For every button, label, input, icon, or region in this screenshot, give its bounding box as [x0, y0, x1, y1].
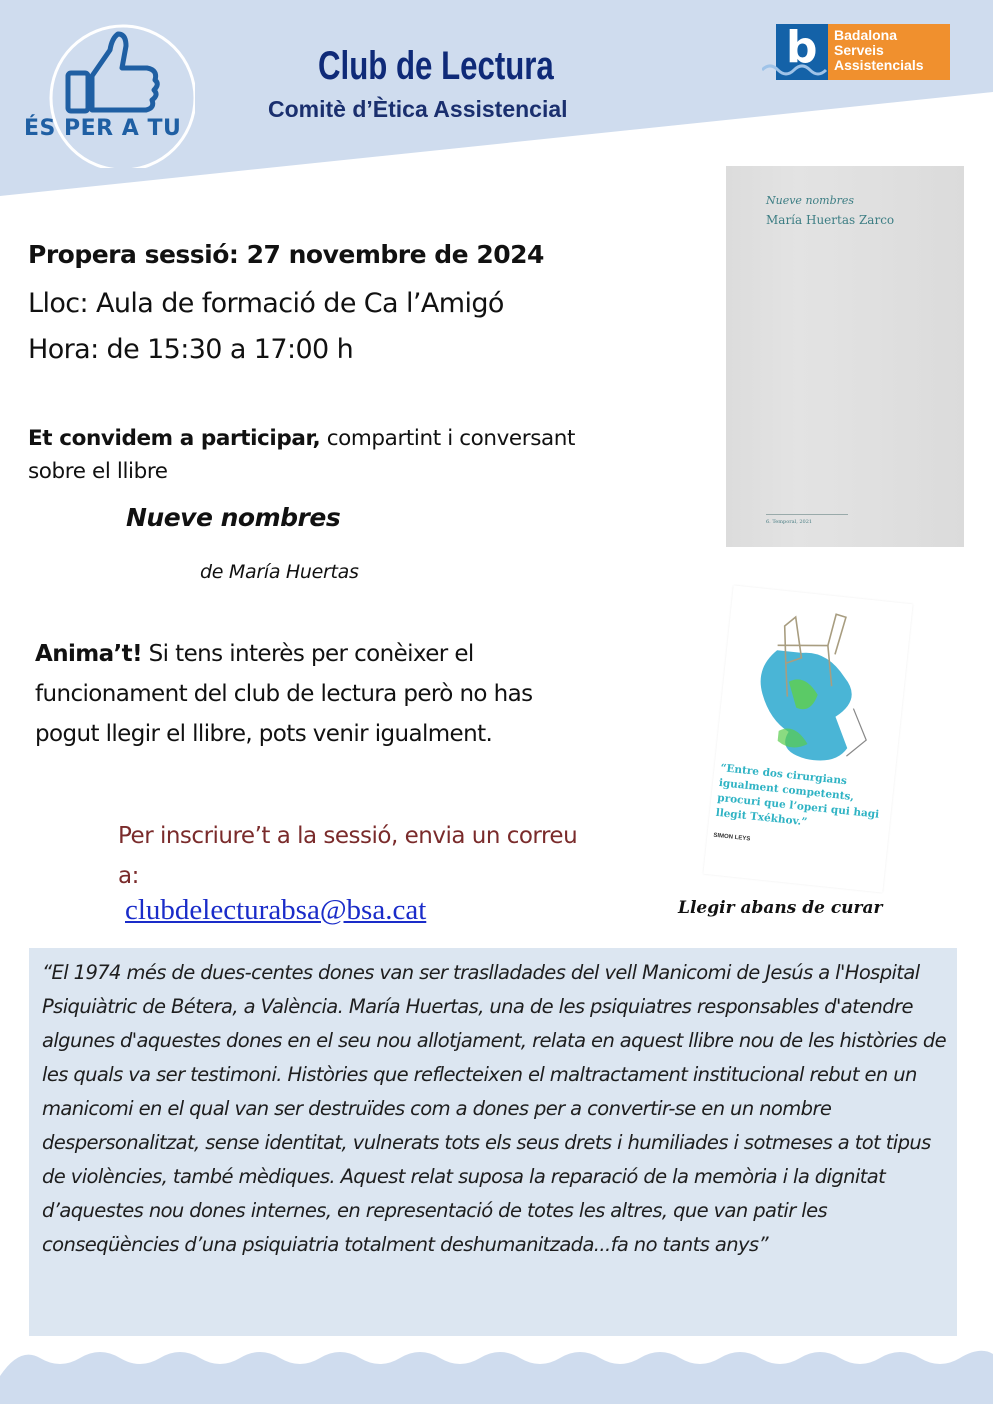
encourage-rest: Si tens interès per conèixer el funcionament del club de lectura però no has pogut llegir el llibre, pots venir igualment.	[35, 641, 533, 747]
cover-publisher: 6. Temporal, 2021	[766, 519, 813, 525]
invite-rest: compartint i conversant sobre el llibre	[28, 426, 576, 484]
session-date: Propera sessió: 27 novembre de 2024	[28, 240, 544, 269]
poster-quote: “Entre dos cirurgians igualment competents, procuri que l’operi qui hagi llegit Txékhov.”	[715, 762, 880, 829]
logo-slogan: ÉS PER A TU	[24, 116, 182, 141]
cover-author: María Huertas Zarco	[766, 213, 895, 227]
session-time: Hora: de 15:30 a 17:00 h	[28, 334, 354, 365]
email-link[interactable]: clubdelecturabsa@bsa.cat	[125, 894, 427, 926]
poster-caption: Llegir abans de curar	[678, 898, 883, 918]
invite-bold: Et convidem a participar,	[28, 426, 321, 451]
session-place: Lloc: Aula de formació de Ca l’Amigó	[28, 288, 504, 319]
poster-image	[703, 585, 912, 892]
book-cover-image	[726, 166, 964, 547]
page-subtitle: Comitè d’Ètica Assistencial	[268, 96, 568, 122]
poster-quote-author: SIMON LEYS	[713, 832, 751, 843]
page-title: Club de Lectura	[318, 44, 554, 88]
bsa-logo	[776, 24, 950, 80]
invite-text	[28, 422, 588, 488]
wave-icon	[762, 62, 828, 76]
book-title: Nueve nombres	[126, 503, 341, 532]
book-author: de María Huertas	[200, 561, 359, 583]
watercolor-chair-illustration	[736, 597, 892, 771]
signup-text: Per inscriure’t a la sessió, envia un correu a:	[118, 823, 578, 889]
encourage-text	[35, 634, 595, 754]
footer-wave	[0, 1346, 993, 1404]
cover-title: Nueve nombres	[766, 194, 855, 207]
bsa-logo-mark: b	[776, 24, 828, 80]
book-summary-box	[29, 948, 957, 1336]
bsa-logo-text: Badalona Serveis Assistencials	[828, 24, 950, 80]
book-summary: “El 1974 més de dues-centes dones van ser traslladades del vell Manicomi de Jesús a l'Hospital Psiquiàtric de Bétera, a València. María Huertas, una de les psiquiatres responsables d'atendre algunes d'aquestes dones en el seu nou allotjament, relata en aquest llibre nou de les històries de les quals va ser testimoni. Històries que reflecteixen el maltractament institucional rebut en un manicomi en el qual van ser destruïdes com a dones per a convertir-se en un nombre despersonalitzat, sense identitat, vulnerats tots els seus drets i humiliades i sotmeses a tot tipus de violències, també mèdiques. Aquest relat suposa la reparació de la memòria i la dignitat d’aquestes nou dones internes, en representació de totes les altres, que van patir les conseqüències d’una psiquiatria totalment deshumanitzada...fa no tants anys”	[42, 961, 947, 1256]
thumbs-up-logo-icon	[20, 18, 195, 168]
encourage-bold: Anima’t!	[35, 641, 142, 667]
cover-rule	[766, 514, 848, 515]
